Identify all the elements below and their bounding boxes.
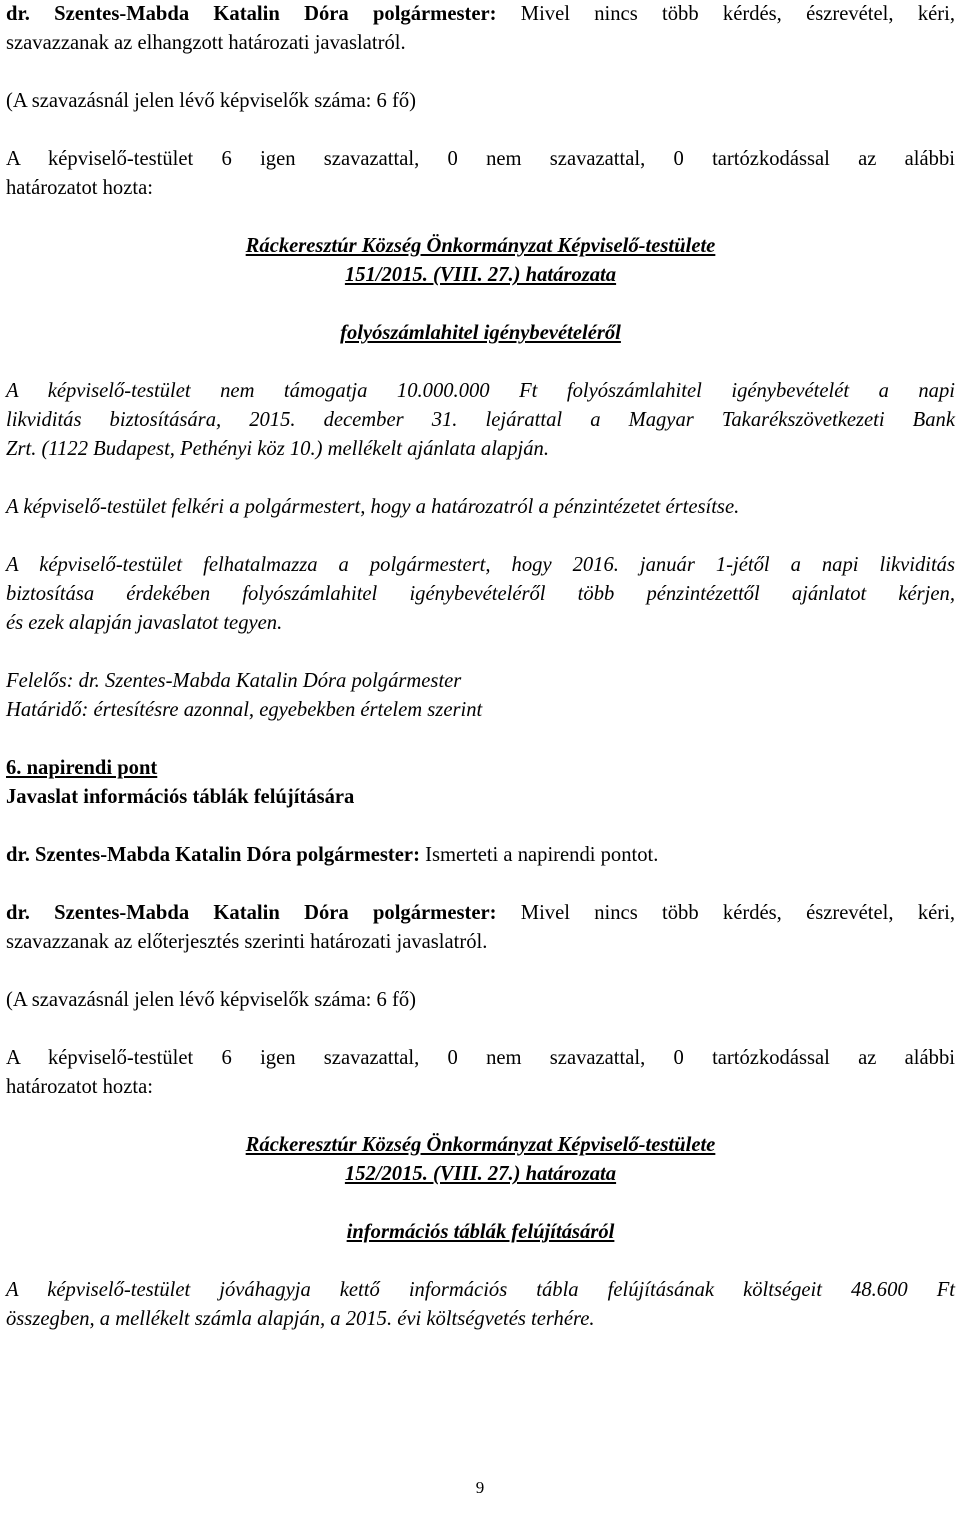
speaker-paragraph (6, 841, 955, 870)
vote-result-line: A képviselő-testület 6 igen szavazattal, 0 nem szavazattal, 0 tartózkodással az alábbi (6, 148, 955, 170)
resolution-subject: információs táblák felújításáról (346, 1221, 615, 1243)
agenda-point: 6. napirendi pont (6, 757, 158, 779)
vote-result-line: A képviselő-testület 6 igen szavazattal, 0 nem szavazattal, 0 tartózkodással az alábbi (6, 1047, 955, 1069)
resolution-number: 151/2015. (VIII. 27.) határozata (344, 264, 617, 286)
speaker-text-continued: szavazzanak az elhangzott határozati javaslatról. (6, 32, 406, 54)
vote-result-continued: határozatot hozta: (6, 177, 153, 199)
resolution-paragraph: A képviselő-testület jóváhagyja kettő információs tábla felújításának költségeit 48.600 Ft (6, 1279, 955, 1301)
resolution-body: Ráckeresztúr Község Önkormányzat Képviselő-testülete (245, 235, 716, 257)
responsible-line: Felelős: dr. Szentes-Mabda Katalin Dóra polgármester (6, 670, 462, 692)
resolution-paragraph: és ezek alapján javaslatot tegyen. (6, 612, 283, 634)
resolution-body: Ráckeresztúr Község Önkormányzat Képviselő-testülete (245, 1134, 716, 1156)
resolution-paragraph: A képviselő-testület felhatalmazza a polgármestert, hogy 2016. január 1-jétől a napi likviditás (6, 554, 955, 576)
attendance-note: (A szavazásnál jelen lévő képviselők száma: 6 fő) (6, 989, 417, 1011)
resolution-number: 152/2015. (VIII. 27.) határozata (344, 1163, 617, 1185)
speaker-name: dr. Szentes-Mabda Katalin Dóra polgármester: (6, 902, 497, 924)
vote-result-continued: határozatot hozta: (6, 1076, 153, 1098)
speaker-text: Ismerteti a napirendi pontot. (419, 844, 659, 866)
page-number: 9 (475, 1478, 485, 1497)
speaker-text: Mivel nincs több kérdés, észrevétel, kéri, (496, 3, 955, 25)
agenda-title: Javaslat információs táblák felújítására (6, 786, 355, 808)
deadline-line: Határidő: értesítésre azonnal, egyebekben értelem szerint (6, 699, 483, 721)
resolution-paragraph: összegben, a mellékelt számla alapján, a 2015. évi költségvetés terhére. (6, 1308, 595, 1330)
speaker-text: Mivel nincs több kérdés, észrevétel, kéri, (496, 902, 955, 924)
attendance-note: (A szavazásnál jelen lévő képviselők száma: 6 fő) (6, 90, 417, 112)
speaker-text-continued: szavazzanak az előterjesztés szerinti határozati javaslatról. (6, 931, 488, 953)
resolution-text (6, 1276, 955, 1334)
resolution-paragraph: A képviselő-testület nem támogatja 10.000.000 Ft folyószámlahitel igénybevételét a napi (6, 380, 955, 402)
resolution-text (6, 377, 955, 725)
speaker-paragraph (6, 0, 955, 29)
speaker-name: dr. Szentes-Mabda Katalin Dóra polgármester: (6, 844, 420, 866)
speaker-paragraph (6, 899, 955, 928)
resolution-paragraph: biztosítása érdekében folyószámlahitel igénybevételéről több pénzintézettől ajánlatot kérjen, (6, 583, 955, 605)
resolution-subject: folyószámlahitel igénybevételéről (340, 322, 621, 344)
speaker-name: dr. Szentes-Mabda Katalin Dóra polgármester: (6, 3, 497, 25)
resolution-paragraph: likviditás biztosítására, 2015. december 31. lejárattal a Magyar Takarékszövetkezeti Bank (6, 409, 955, 431)
resolution-paragraph: Zrt. (1122 Budapest, Pethényi köz 10.) mellékelt ajánlata alapján. (6, 438, 549, 460)
document-page (6, 0, 955, 1334)
resolution-paragraph: A képviselő-testület felkéri a polgármestert, hogy a határozatról a pénzintézetet értesítse. (6, 496, 740, 518)
